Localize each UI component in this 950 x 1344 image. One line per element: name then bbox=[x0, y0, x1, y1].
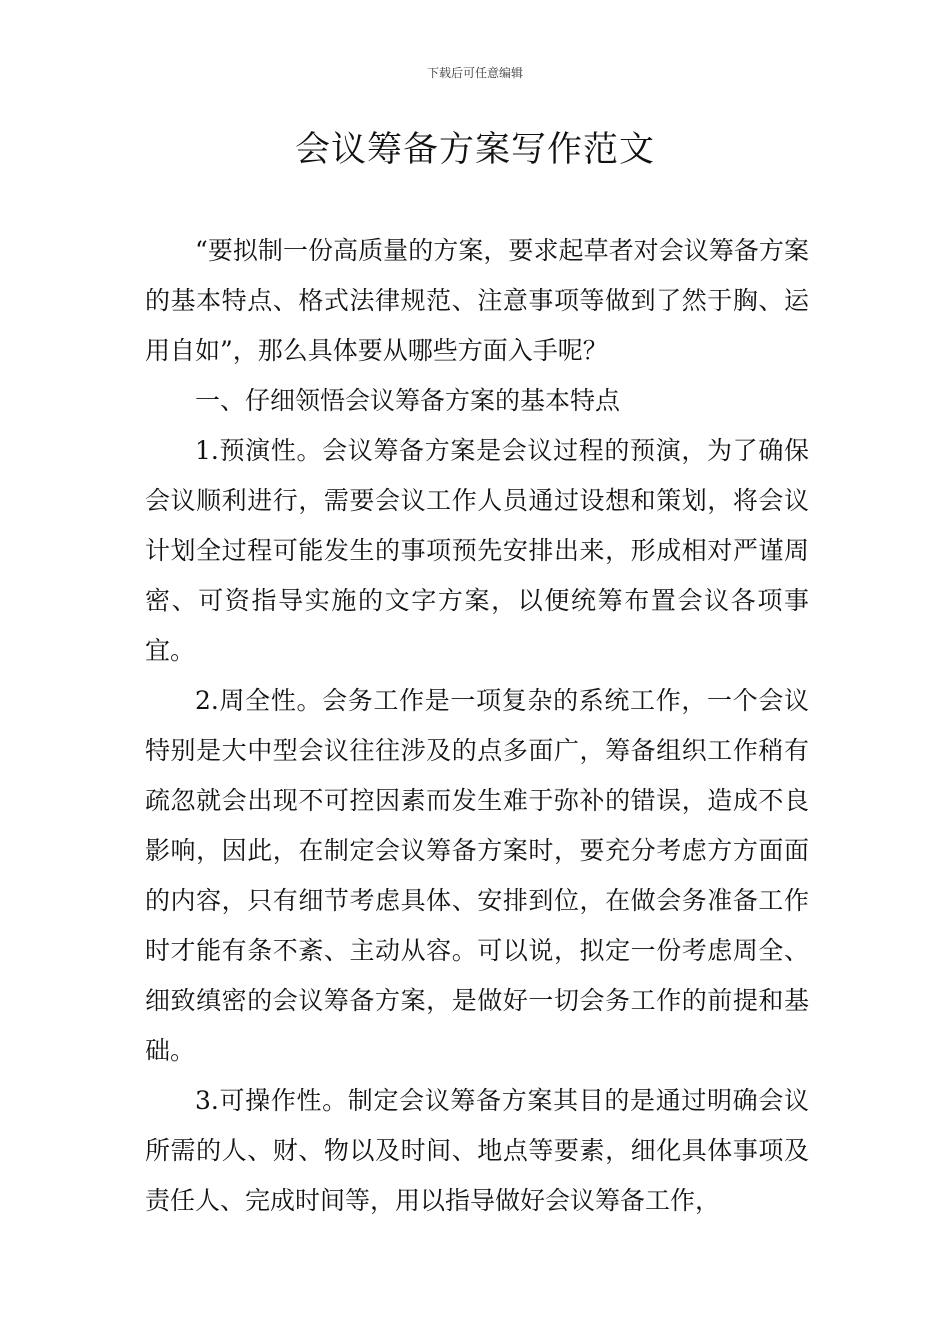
document-title: 会议筹备方案写作范文 bbox=[294, 130, 655, 170]
point-3-paragraph: 3.可操作性。制定会议筹备方案其目的是通过明确会议所需的人、财、物以及时间、地点等要素，细化具体事项及责任人、完成时间等，用以指导做好会议筹备工作， bbox=[145, 1086, 809, 1215]
point-1-paragraph: 1.预演性。会议筹备方案是会议过程的预演，为了确保会议顺利进行，需要会议工作人员通过设想和策划，将会议计划全过程可能发生的事项预先安排出来，形成相对严谨周密、可资指导实施的文字方案，以便统筹布置会议各项事宜。 bbox=[145, 436, 809, 665]
document-body bbox=[145, 226, 809, 1226]
section-heading: 一、仔细领悟会议筹备方案的基本特点 bbox=[195, 386, 621, 415]
intro-paragraph: “要拟制一份高质量的方案，要求起草者对会议筹备方案的基本特点、格式法律规范、注意事项等做到了然于胸、运用自如”，那么具体要从哪些方面入手呢？ bbox=[145, 236, 809, 365]
point-2-paragraph: 2.周全性。会务工作是一项复杂的系统工作，一个会议特别是大中型会议往往涉及的点多面广，筹备组织工作稍有疏忽就会出现不可控因素而发生难于弥补的错误，造成不良影响，因此，在制定会议筹备方案时，要充分考虑方方面面的内容，只有细节考虑具体、安排到位，在做会务准备工作时才能有条不紊、主动从容。可以说，拟定一份考虑周全、细致缜密的会议筹备方案，是做好一切会务工作的前提和基础。 bbox=[145, 686, 809, 1065]
header-note: 下载后可任意编辑 bbox=[426, 66, 523, 80]
